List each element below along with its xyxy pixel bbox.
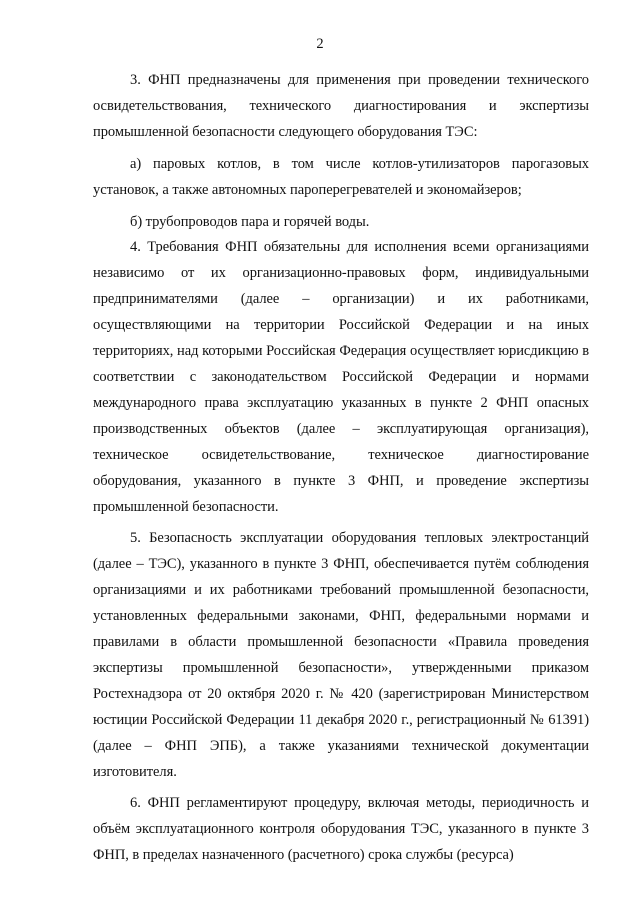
paragraph-6: 6. ФНП регламентируют процедуру, включая методы, периодичность и объём эксплуатационного контроля оборудования ТЭС, указанного в пункте 3 ФНП, в пределах назначенного (расчетного) срока службы (ресурса) <box>93 795 589 864</box>
document-body <box>93 68 589 869</box>
paragraph-3b: б) трубопроводов пара и горячей воды. <box>130 213 370 230</box>
paragraph-3a: а) паровых котлов, в том числе котлов-утилизаторов парогазовых установок, а также автономных пароперегревателей и экономайзеров; <box>93 155 589 198</box>
paragraph-4: 4. Требования ФНП обязательны для исполнения всеми организациями независимо от их организационно-правовых форм, индивидуальными предпринимателями (далее – организации) и их работниками, осуществляющими на территории Российской Федерации и на иных территориях, над которыми Российская Федерация осуществляет юрисдикцию в соответствии с законодательством Российской Федерации и нормами международного права эксплуатацию указанных в пункте 2 ФНП опасных производственных объектов (далее – эксплуатирующая организация), техническое освидетельствование, техническое диагностирование оборудования, указанного в пункте 3 ФНП, и проведение экспертизы промышленной безопасности. <box>93 239 589 515</box>
page-number: 2 <box>316 36 324 52</box>
paragraph-3: 3. ФНП предназначены для применения при проведении технического освидетельствования, технического диагностирования и экспертизы промышленной безопасности следующего оборудования ТЭС: <box>93 72 589 140</box>
paragraph-5: 5. Безопасность эксплуатации оборудования тепловых электростанций (далее – ТЭС), указанного в пункте 3 ФНП, обеспечивается путём соблюдения организациями и их работниками требований промышленной безопасности, установленных федеральными законами, ФНП, федеральными нормами и правилами в области промышленной безопасности «Правила проведения экспертизы промышленной безопасности», утвержденными приказом Ростехнадзора от 20 октября 2020 г. № 420 (зарегистрирован Министерством юстиции Российской Федерации 11 декабря 2020 г., регистрационный № 61391) (далее – ФНП ЭПБ), а также указаниями технической документации изготовителя. <box>93 530 589 780</box>
